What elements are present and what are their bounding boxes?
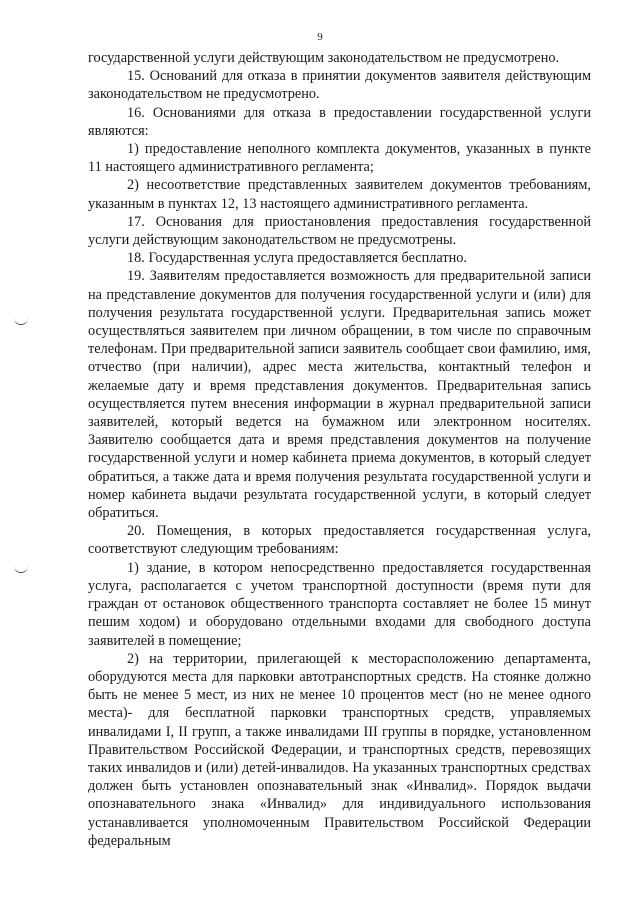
paragraph-17: 17. Основания для приостановления предоставления государственной услуги действующим законодательством не предусмотрены. xyxy=(88,213,591,249)
paragraph-16-item-2: 2) несоответствие представленных заявителем документов требованиям, указанным в пунктах 12, 13 настоящего административного регламента. xyxy=(88,177,591,212)
paragraph-16: 16. Основаниями для отказа в предоставлении государственной услуги являются: xyxy=(88,104,591,139)
paragraph-continuation: государственной услуги действующим законодательством не предусмотрено. xyxy=(88,50,560,66)
paragraph-19: 19. Заявителям предоставляется возможность для предварительной записи на представление документов для получения государственной услуги и (или) для получения результата государственной услуги. Предварительная запись может осуществляться заявителем при личном обращении, в том числе по справочным телефонам. При предварительной записи заявитель сообщает свои фамилию, имя, отчество (при наличии), адрес места жительства, контактный телефон и желаемые дату и время представления документов. Предварительная запись осуществляется путем внесения информации в журнал предварительной записи заявителей, который ведется на бумажном или электронном носителях. Заявителю сообщается дата и время представления документов на получение государственной услуги и номер кабинета приема документов, в который следует обратиться, а также дата и время получения результата государственной услуги и номер кабинета выдачи результата государственной услуги, в который следует обратиться. xyxy=(88,268,591,522)
paragraph-15: 15. Оснований для отказа в принятии документов заявителя действующим законодательством не предусмотрено. xyxy=(88,68,591,103)
paragraph-20-item-2: 2) на территории, прилегающей к месторасположению департамента, оборудуются места для парковки автотранспортных средств. На стоянке должно быть не менее 5 мест, из них не менее 10 процентов мест (но не менее одного места)- для бесплатной парковки транспортных средств, управляемых инвалидами I, II групп, а также инвалидами III группы в порядке, установленном Правительством Российской Федерации, и транспортных средств, перевозящих таких инвалидов и (или) детей-инвалидов. На указанных транспортных средствах должен быть установлен опознавательный знак «Инвалид». Порядок выдачи опознавательного знака «Инвалид» для индивидуального использования устанавливается уполномоченным Правительством Российской Федерации федеральным xyxy=(88,650,591,849)
paragraph-18: 18. Государственная услуга предоставляется бесплатно. xyxy=(127,250,467,267)
margin-bracket-mark xyxy=(14,318,28,325)
paragraph-20: 20. Помещения, в которых предоставляется государственная услуга, соответствуют следующим требованиям: xyxy=(88,523,591,558)
paragraph-16-item-1: 1) предоставление неполного комплекта документов, указанных в пункте 11 настоящего административного регламента; xyxy=(88,141,591,176)
document-body xyxy=(88,49,591,850)
page-number: 9 xyxy=(317,31,323,43)
paragraph-20-item-1: 1) здание, в котором непосредственно предоставляется государственная услуга, располагается с учетом транспортной доступности (время пути для граждан от остановок общественного транспорта составляет не более 15 минут пешим ходом) и оборудовано отдельными входами для свободного доступа заявителей в помещение; xyxy=(88,559,591,649)
margin-bracket-mark xyxy=(14,566,28,573)
